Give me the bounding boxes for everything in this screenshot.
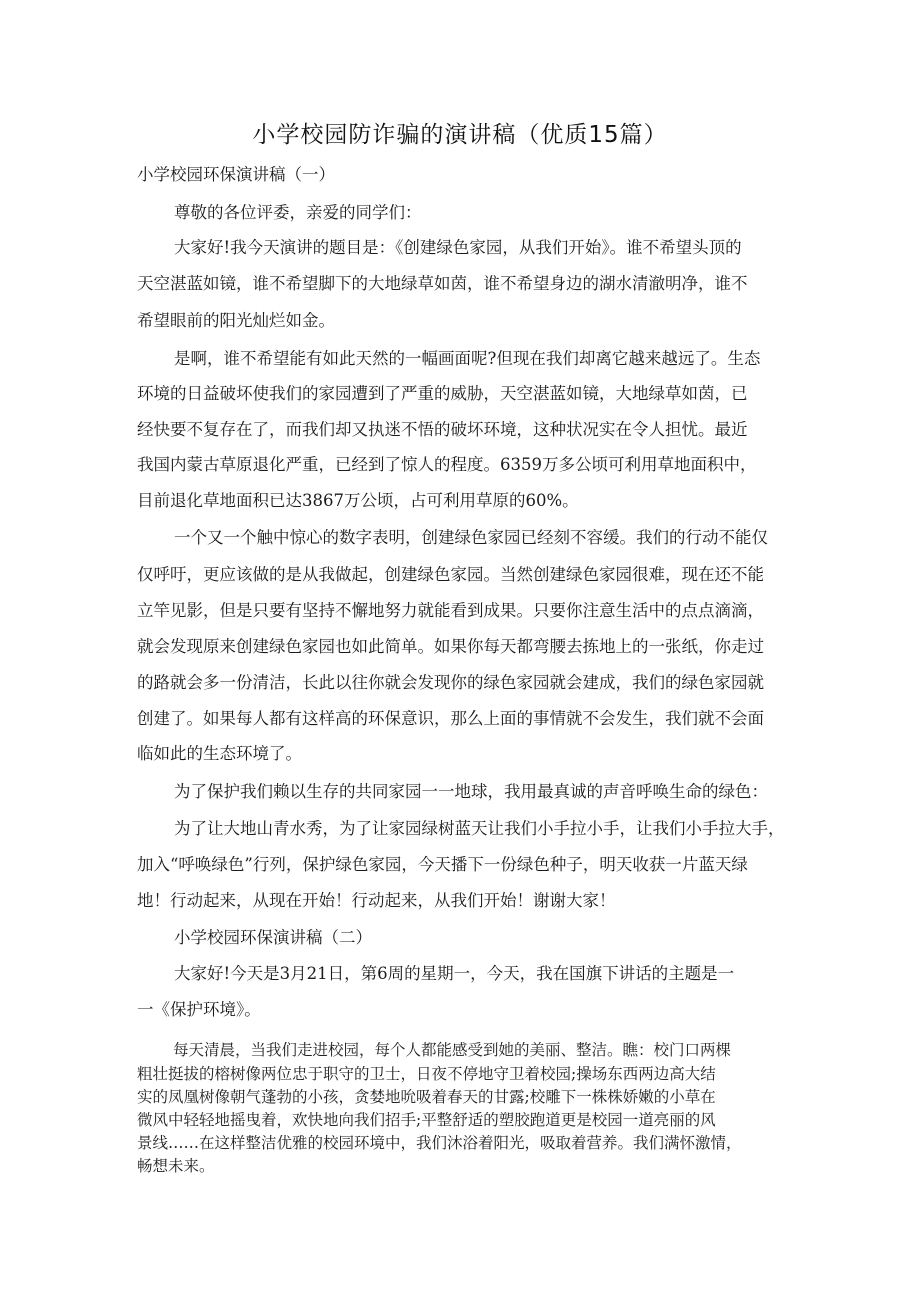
paragraph-line: 加入“呼唤绿色”行列，保护绿色家园，今天播下一份绿色种子，明天收获一片蓝天绿 bbox=[137, 855, 748, 874]
paragraph-line: 立竿见影，但是只要有坚持不懈地努力就能看到成果。只要你注意生活中的点点滴滴， bbox=[137, 601, 764, 620]
paragraph-line: 地！行动起来，从现在开始！行动起来，从我们开始！谢谢大家！ bbox=[137, 891, 616, 910]
paragraph-line: 实的凤凰树像朝气蓬勃的小孩，贪婪地吮吸着春天的甘露;校雕下一株株娇嫩的小草在 bbox=[137, 1088, 716, 1106]
paragraph-line: 创建了。如果每人都有这样高的环保意识，那么上面的事情就不会发生，我们就不会面 bbox=[137, 709, 764, 728]
paragraph-line: 目前退化草地面积已达3867万公顷，占可利用草原的60%。 bbox=[137, 491, 579, 510]
paragraph-line: 大家好!今天是3月21日，第6周的星期一，今天，我在国旗下讲话的主题是一 bbox=[174, 964, 735, 983]
paragraph-line: 大家好!我今天演讲的题目是：《创建绿色家园，从我们开始》。谁不希望头顶的 bbox=[174, 238, 742, 257]
section-heading: 小学校园环保演讲稿（一） bbox=[137, 165, 335, 184]
paragraph-line: 景线……在这样整洁优雅的校园环境中，我们沐浴着阳光，吸取着营养。我们满怀激情， bbox=[137, 1134, 742, 1152]
paragraph-line: 的路就会多一份清洁，长此以往你就会发现你的绿色家园就会建成，我们的绿色家园就 bbox=[137, 673, 764, 692]
paragraph-line: 尊敬的各位评委，亲爱的同学们： bbox=[174, 203, 422, 222]
paragraph-line: 微风中轻轻地摇曳着，欢快地向我们招手;平整舒适的塑胶跑道更是校园一道亮丽的风 bbox=[137, 1111, 716, 1129]
paragraph-line: 天空湛蓝如镜，谁不希望脚下的大地绿草如茵，谁不希望身边的湖水清澈明净，谁不 bbox=[137, 274, 748, 293]
paragraph-line: 我国内蒙古草原退化严重，已经到了惊人的程度。6359万多公顷可利用草地面积中， bbox=[137, 455, 757, 474]
paragraph-line: 就会发现原来创建绿色家园也如此简单。如果你每天都弯腰去拣地上的一张纸，你走过 bbox=[137, 637, 764, 656]
paragraph-line: 临如此的生态环境了。 bbox=[137, 744, 302, 763]
paragraph-line: 粗壮挺拔的榕树像两位忠于职守的卫士，日夜不停地守卫着校园;操场东西两边高大结 bbox=[137, 1065, 716, 1083]
paragraph-line: 希望眼前的阳光灿烂如金。 bbox=[137, 311, 335, 330]
paragraph-line: 是啊，谁不希望能有如此天然的一幅画面呢?但现在我们却离它越来越远了。生态 bbox=[174, 349, 761, 368]
paragraph-line: 仅呼吁，更应该做的是从我做起，创建绿色家园。当然创建绿色家园很难，现在还不能 bbox=[137, 565, 764, 584]
paragraph-line: 一个又一个触中惊心的数字表明，创建绿色家园已经刻不容缓。我们的行动不能仅 bbox=[174, 528, 768, 547]
paragraph-line: 环境的日益破坏使我们的家园遭到了严重的威胁，天空湛蓝如镜，大地绿草如茵，已 bbox=[137, 384, 748, 403]
paragraph-line: 经快要不复存在了，而我们却又执迷不悟的破坏环境，这种状况实在令人担忧。最近 bbox=[137, 420, 748, 439]
paragraph-line: 畅想未来。 bbox=[137, 1157, 215, 1175]
section-heading: 小学校园环保演讲稿（二） bbox=[174, 928, 372, 947]
paragraph-line: 为了保护我们赖以生存的共同家园一一地球，我用最真诚的声音呼唤生命的绿色： bbox=[174, 782, 768, 801]
paragraph-line: 每天清晨，当我们走进校园，每个人都能感受到她的美丽、整洁。瞧：校门口两棵 bbox=[173, 1041, 732, 1059]
paragraph-line: 为了让大地山青水秀，为了让家园绿树蓝天让我们小手拉小手，让我们小手拉大手， bbox=[174, 819, 785, 838]
paragraph-line: 一《保护环境》。 bbox=[137, 1000, 261, 1019]
document-title: 小学校园防诈骗的演讲稿（优质15篇） bbox=[252, 122, 668, 148]
